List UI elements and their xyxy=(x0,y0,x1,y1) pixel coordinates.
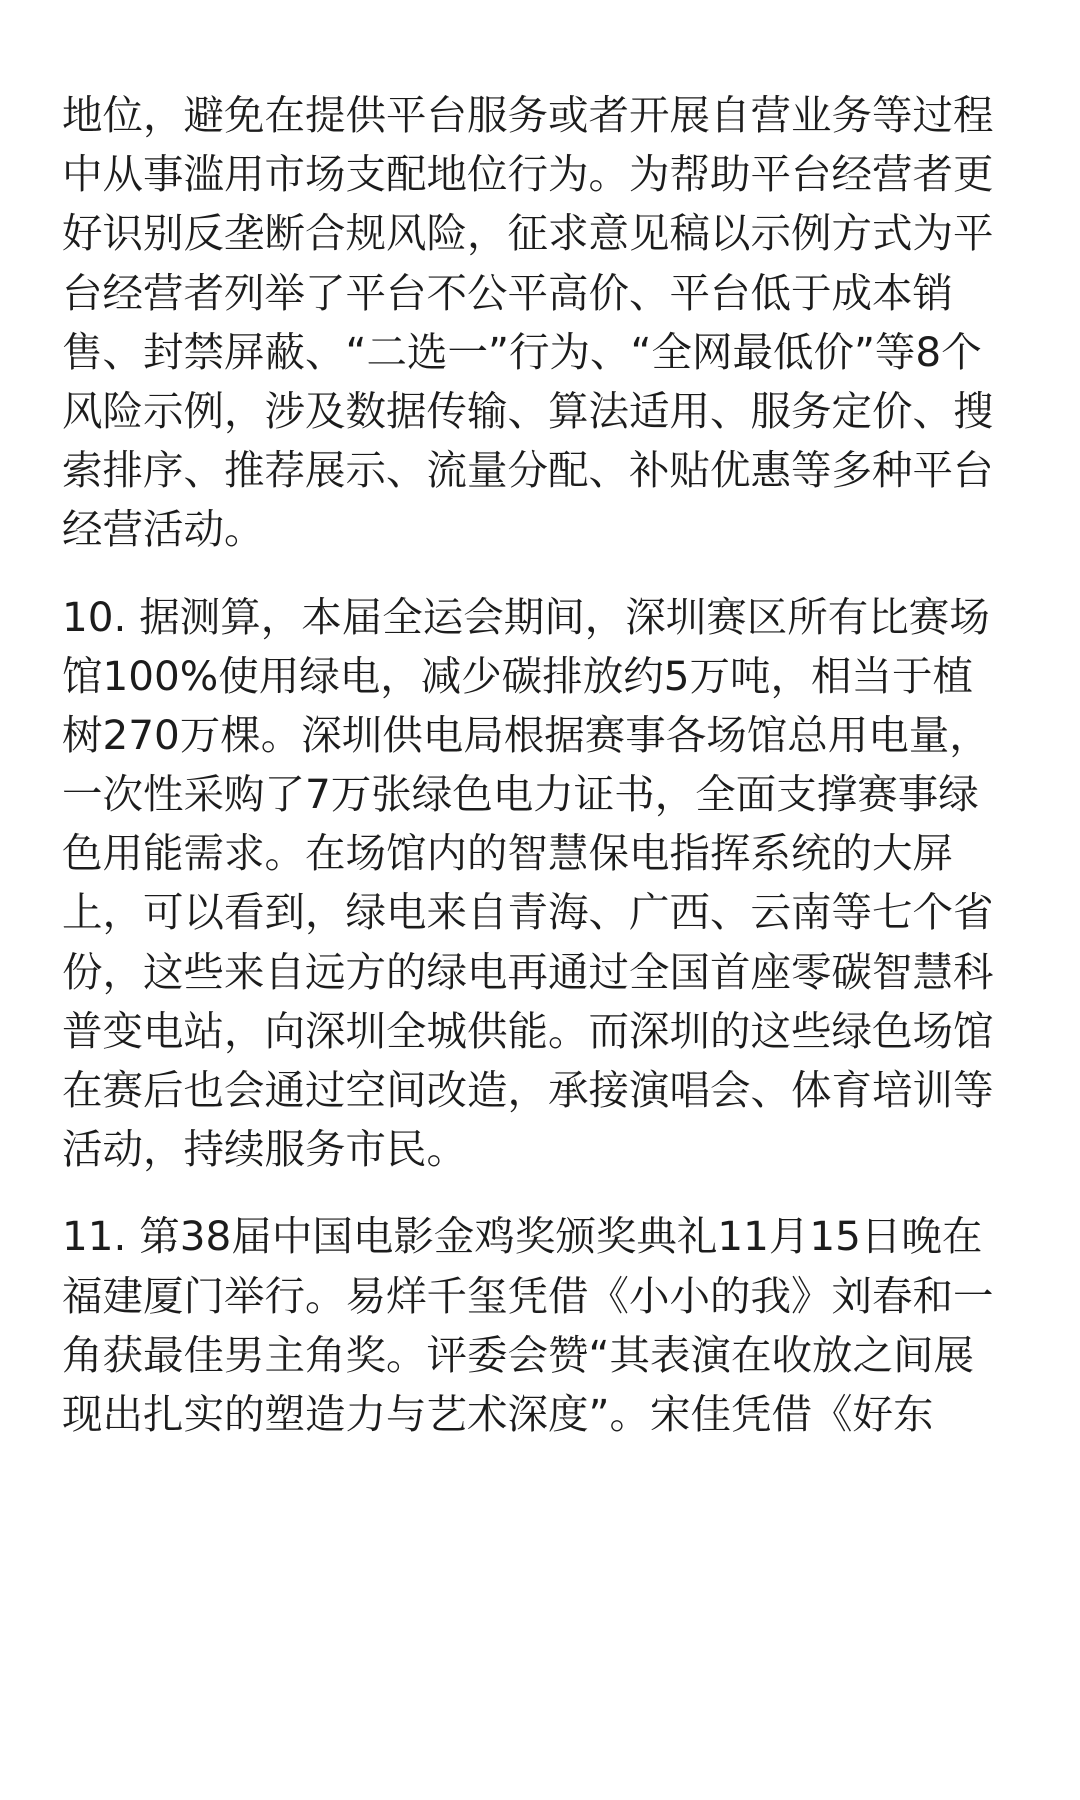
text-line: 10. 据测算，本届全运会期间，深圳赛区所有比赛场 xyxy=(62,592,990,641)
paragraph-item-11 xyxy=(62,1207,1022,1444)
text-line: 普变电站，向深圳全城供能。而深圳的这些绿色场馆 xyxy=(62,1006,994,1055)
text-line: 一次性采购了7万张绿色电力证书，全面支撑赛事绿 xyxy=(62,770,979,819)
text-line: 上，可以看到，绿电来自青海、广西、云南等七个省 xyxy=(62,888,994,937)
text-line: 在赛后也会通过空间改造，承接演唱会、体育培训等 xyxy=(62,1066,994,1114)
text-line: 色用能需求。在场馆内的智慧保电指挥系统的大屏 xyxy=(62,829,953,878)
text-line: 风险示例，涉及数据传输、算法适用、服务定价、搜 xyxy=(62,386,994,435)
text-line: 好识别反垄断合规风险，征求意见稿以示例方式为平 xyxy=(62,209,994,258)
text-line: 售、封禁屏蔽、“二选一”行为、“全网最低价”等8个 xyxy=(62,327,982,376)
text-line: 福建厦门举行。易烊千玺凭借《小小的我》刘春和一 xyxy=(62,1271,994,1320)
text-line: 角获最佳男主角奖。评委会赞“其表演在收放之间展 xyxy=(62,1330,974,1379)
text-line: 台经营者列举了平台不公平高价、平台低于成本销 xyxy=(62,268,953,317)
text-line: 中从事滥用市场支配地位行为。为帮助平台经营者更 xyxy=(62,150,994,199)
text-line: 经营活动。 xyxy=(62,505,265,554)
paragraph-platform-antitrust xyxy=(62,86,1022,560)
text-line: 地位，避免在提供平台服务或者开展自营业务等过程 xyxy=(62,91,994,139)
text-line: 树270万棵。深圳供电局根据赛事各场馆总用电量， xyxy=(62,710,990,759)
article-body xyxy=(62,86,1022,1444)
text-line: 活动，持续服务市民。 xyxy=(62,1125,467,1174)
text-line: 11. 第38届中国电影金鸡奖颁奖典礼11月15日晚在 xyxy=(62,1212,983,1261)
text-line: 馆100%使用绿电，减少碳排放约5万吨，相当于植 xyxy=(62,651,974,700)
text-line: 现出扎实的塑造力与艺术深度”。宋佳凭借《好东 xyxy=(62,1389,934,1438)
text-line: 索排序、推荐展示、流量分配、补贴优惠等多种平台 xyxy=(62,446,994,495)
paragraph-item-10 xyxy=(62,588,1022,1180)
text-line: 份，这些来自远方的绿电再通过全国首座零碳智慧科 xyxy=(62,947,994,996)
